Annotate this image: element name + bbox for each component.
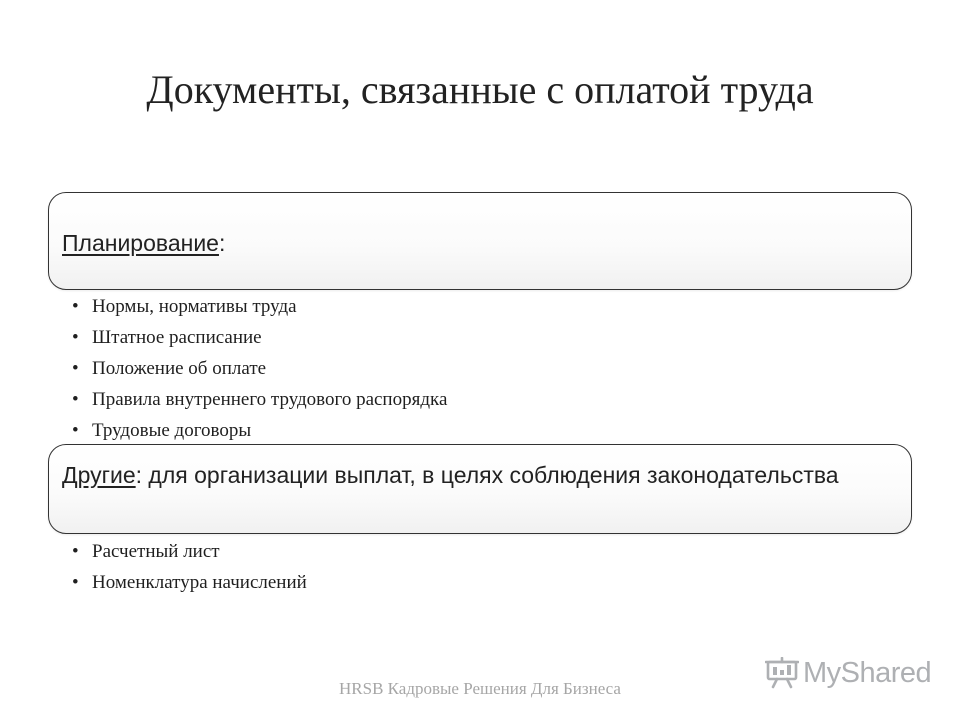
list-item <box>72 415 447 446</box>
bullet-icon: • <box>72 420 79 441</box>
list-item-label: Нормы, нормативы труда <box>92 296 297 317</box>
list-item <box>72 384 447 415</box>
myshared-logo[interactable] <box>765 655 931 691</box>
presentation-board-icon <box>765 657 799 689</box>
footer-text: HRSB Кадровые Решения Для Бизнеса <box>339 679 621 698</box>
bullet-icon: • <box>72 572 79 593</box>
list-item-label: Трудовые договоры <box>92 420 252 441</box>
planning-list <box>72 291 447 446</box>
list-item <box>72 536 307 567</box>
bullet-icon: • <box>72 541 79 562</box>
list-item <box>72 567 307 598</box>
list-item <box>72 322 447 353</box>
other-list <box>72 536 307 598</box>
list-item-label: Правила внутреннего трудового распорядка <box>92 389 448 410</box>
other-section-box <box>48 444 912 534</box>
bullet-icon: • <box>72 296 79 317</box>
list-item <box>72 291 447 322</box>
list-item-label: Расчетный лист <box>92 541 220 562</box>
planning-section-text <box>62 229 893 257</box>
other-heading: Другие <box>62 462 136 488</box>
logo-text: MyShared <box>803 656 932 689</box>
planning-heading: Планирование <box>62 230 219 256</box>
list-item <box>72 353 447 384</box>
list-item-label: Положение об оплате <box>92 358 267 379</box>
planning-heading-suffix: : <box>218 230 226 256</box>
other-heading-suffix: : для организации выплат, в целях соблюдения законодательства <box>135 462 839 488</box>
bullet-icon: • <box>72 358 79 379</box>
bullet-icon: • <box>72 389 79 410</box>
planning-section-box <box>48 192 912 290</box>
list-item-label: Штатное расписание <box>92 327 262 348</box>
list-item-label: Номенклатура начислений <box>92 572 307 593</box>
slide-title: Документы, связанные с оплатой труда <box>146 67 814 112</box>
bullet-icon: • <box>72 327 79 348</box>
other-section-text <box>62 461 893 489</box>
